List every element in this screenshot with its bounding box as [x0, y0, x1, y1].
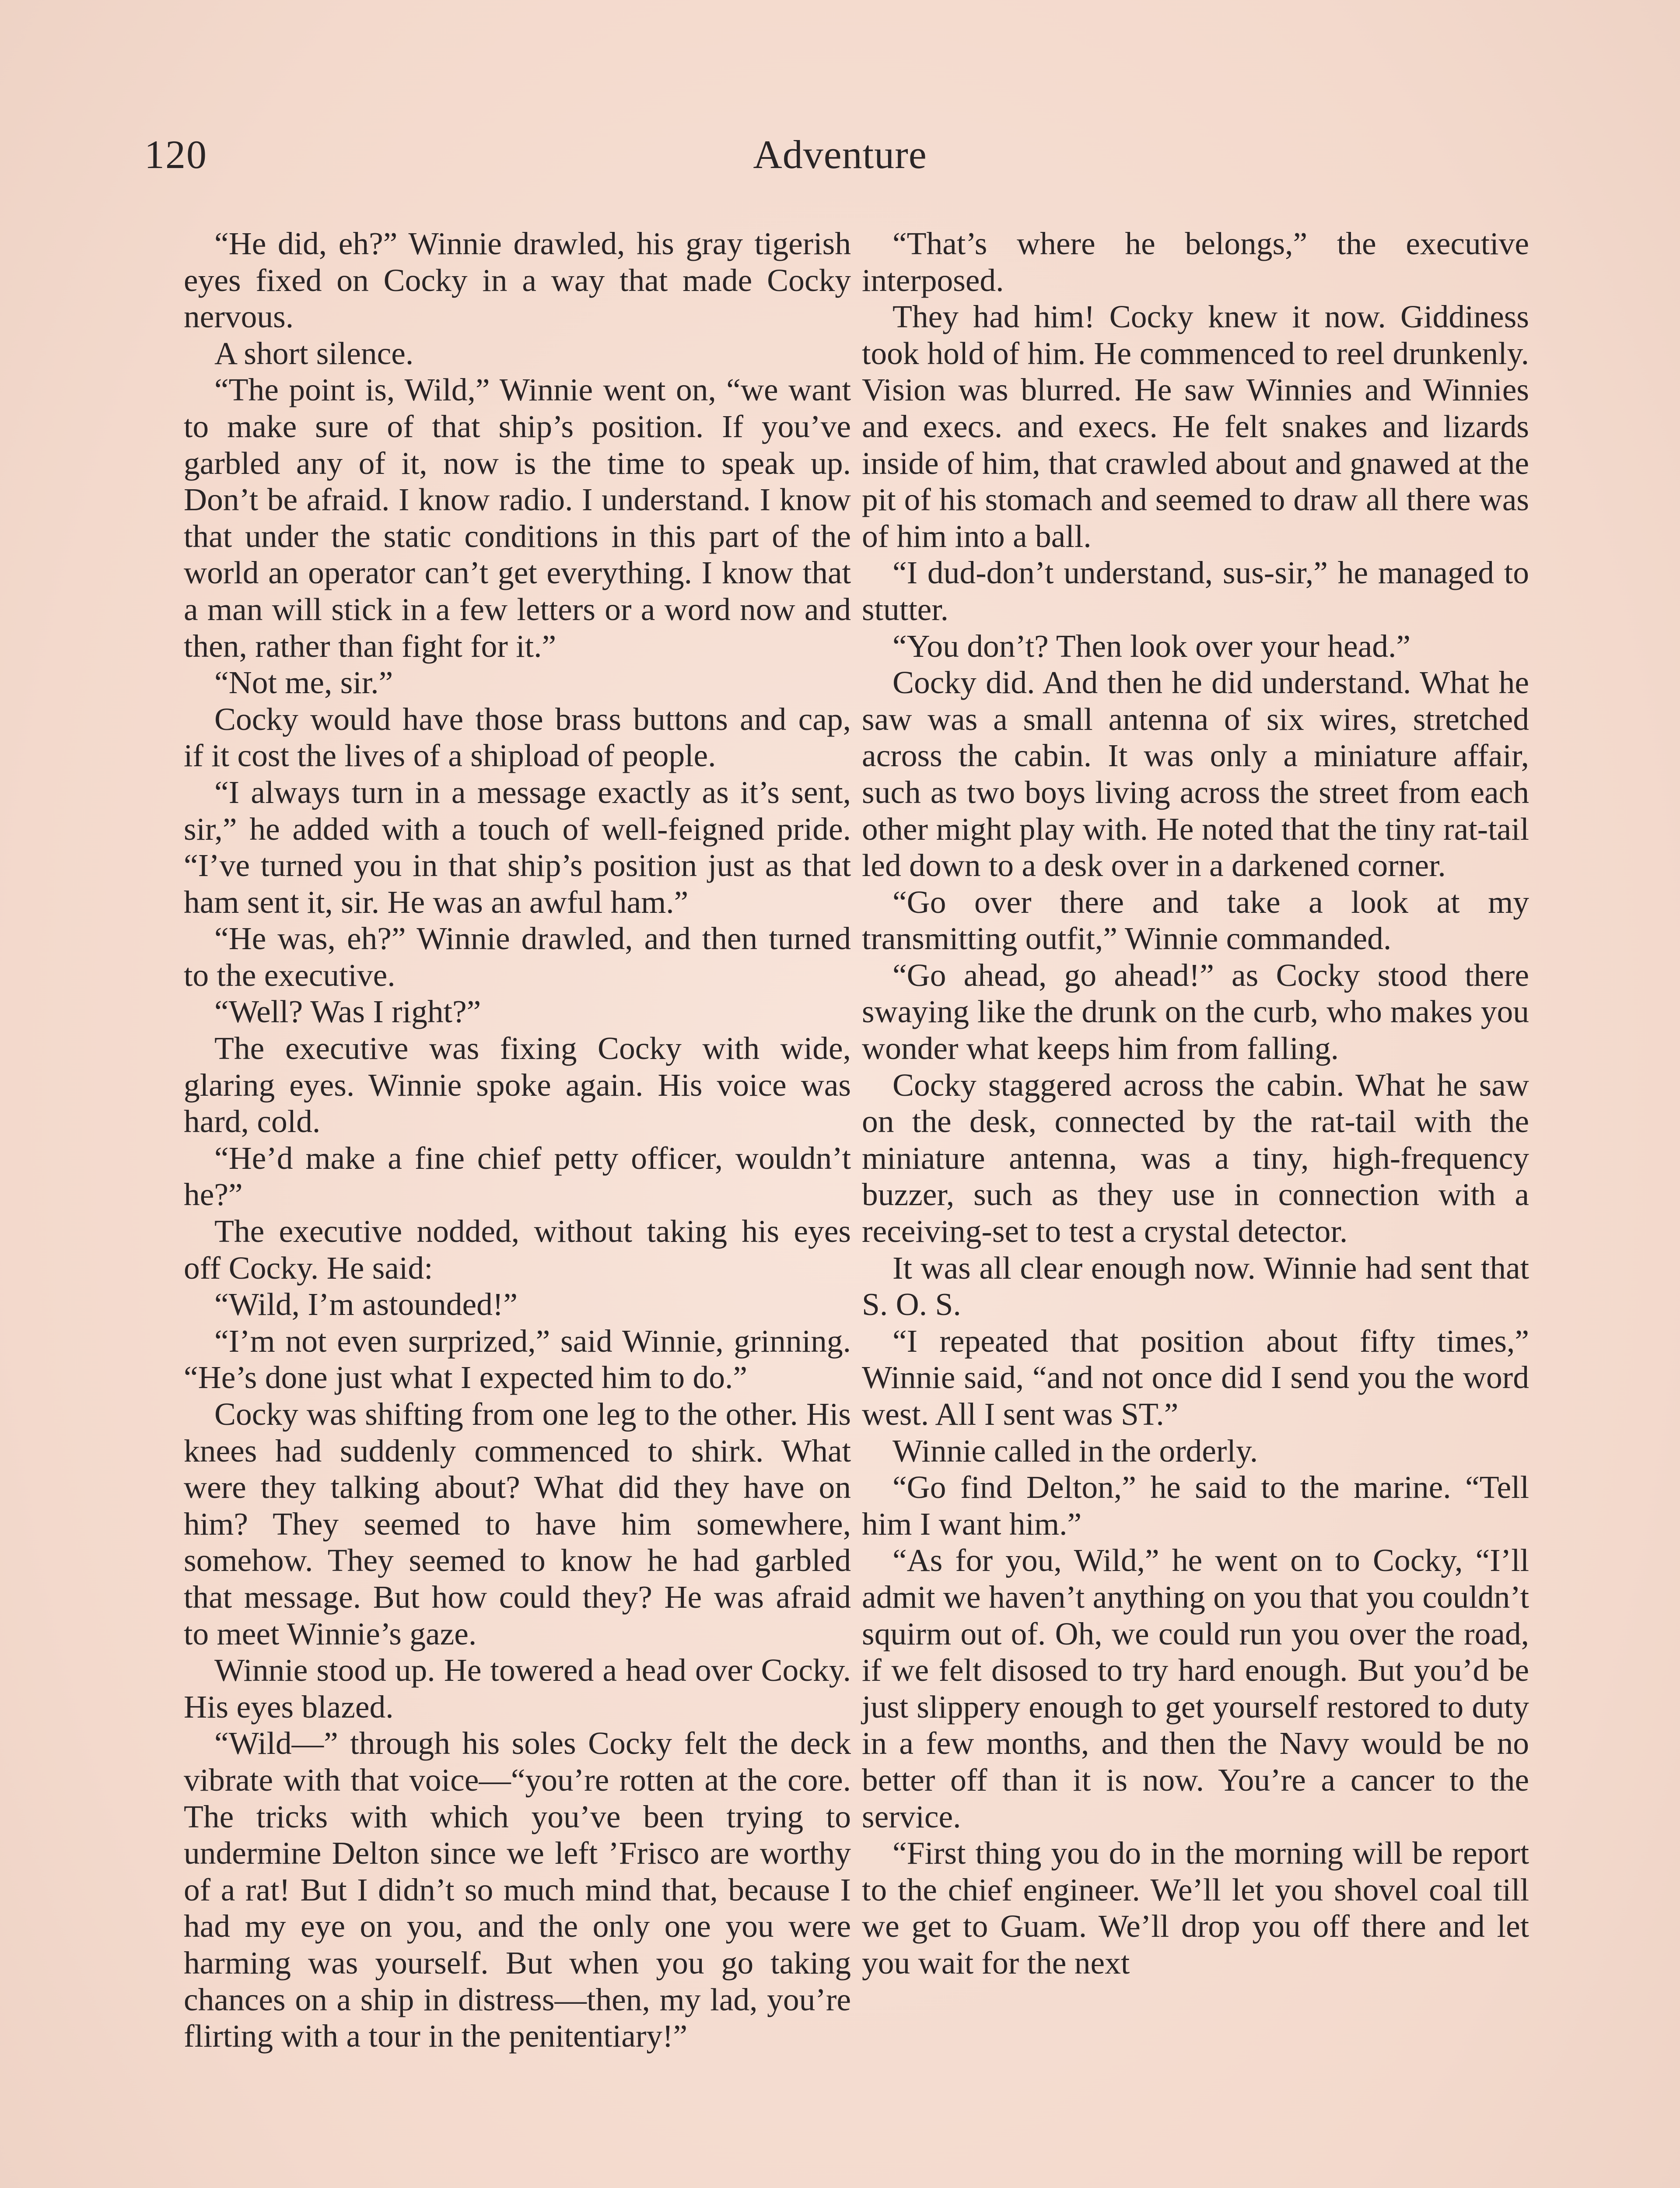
paragraph: They had him! Cocky knew it now. Giddiness took hold of him. He commenced to reel drunkenly. Vision was blurred. He saw Winnies and Winnies and execs. and execs. He felt snakes and lizards inside of him, that crawled about and gnawed at the pit of his stomach and seemed to draw all there was of him into a ball.	[862, 299, 1529, 554]
paragraph: Winnie stood up. He towered a head over Cocky. His eyes blazed.	[184, 1652, 851, 1725]
paragraph: “I always turn in a message exactly as it’s sent, sir,” he added with a touch of well-feigned pride. “I’ve turned you in that ship’s position just as that ham sent it, sir. He was an awful ham.”	[184, 774, 851, 920]
page-header	[144, 127, 1536, 188]
left-text-column	[184, 225, 851, 2055]
paragraph: “That’s where he belongs,” the executive interposed.	[862, 226, 1529, 298]
paragraph: “First thing you do in the morning will be report to the chief engineer. We’ll let you shovel coal till we get to Guam. We’ll drop you off there and let you wait for the next	[862, 1835, 1529, 1981]
right-text-column	[862, 225, 1529, 1981]
paragraph: Cocky was shifting from one leg to the other. His knees had suddenly commenced to shirk. What were they talking about? What did they have on him? They seemed to have him somewhere, somehow. They seemed to know he had garbled that message. But how could they? He was afraid to meet Winnie’s gaze.	[184, 1396, 851, 1652]
paragraph: “Not me, sir.”	[214, 665, 393, 701]
paragraph: Cocky staggered across the cabin. What he saw on the desk, connected by the rat-tail with the miniature antenna, was a tiny, high-frequency buzzer, such as they use in connection with a receiving-set to test a crystal detector.	[862, 1067, 1529, 1249]
paragraph: “Well? Was I right?”	[214, 994, 481, 1030]
paragraph: “As for you, Wild,” he went on to Cocky, “I’ll admit we haven’t anything on you that you couldn’t squirm out of. Oh, we could run you over the road, if we felt disosed to try hard enough. But you’d be just slippery enough to get yourself restored to duty in a few months, and then the Navy would be no better off than it is now. You’re a cancer to the service.	[862, 1543, 1529, 1834]
paragraph: “Go find Delton,” he said to the marine. “Tell him I want him.”	[862, 1469, 1529, 1542]
paragraph: “He was, eh?” Winnie drawled, and then turned to the executive.	[184, 921, 851, 993]
paragraph: The executive was fixing Cocky with wide, glaring eyes. Winnie spoke again. His voice was hard, cold.	[184, 1031, 851, 1140]
paragraph: “You don’t? Then look over your head.”	[892, 628, 1410, 664]
paragraph: “The point is, Wild,” Winnie went on, “we want to make sure of that ship’s position. If you’ve garbled any of it, now is the time to speak up. Don’t be afraid. I know radio. I understand. I know that under the static conditions in this part of the world an operator can’t get everything. I know that a man will stick in a few letters or a word now and then, rather than fight for it.”	[184, 372, 851, 664]
running-title: Adventure	[753, 132, 927, 177]
paragraph: “He’d make a fine chief petty officer, wouldn’t he?”	[184, 1140, 851, 1213]
paragraph: Winnie called in the orderly.	[892, 1433, 1258, 1469]
paragraph: “Wild—” through his soles Cocky felt the deck vibrate with that voice—“you’re rotten at the core. The tricks with which you’ve been trying to undermine Delton since we left ’Frisco are worthy of a rat! But I didn’t so much mind that, because I had my eye on you, and the only one you were harming was yourself. But when you go taking chances on a ship in distress—then, my lad, you’re flirting with a tour in the penitentiary!”	[184, 1725, 851, 2054]
page-number: 120	[144, 132, 207, 177]
paragraph: “Go over there and take a look at my transmitting outfit,” Winnie commanded.	[862, 884, 1529, 957]
paragraph: The executive nodded, without taking his eyes off Cocky. He said:	[184, 1213, 851, 1286]
paragraph: Cocky did. And then he did understand. What he saw was a small antenna of six wires, stretched across the cabin. It was only a miniature affair, such as two boys living across the street from each other might play with. He noted that the tiny rat-tail led down to a desk over in a darkened corner.	[862, 665, 1529, 884]
paragraph: “Wild, I’m astounded!”	[214, 1287, 518, 1322]
paragraph: “He did, eh?” Winnie drawled, his gray tigerish eyes fixed on Cocky in a way that made Cocky nervous.	[184, 226, 851, 335]
paragraph: “Go ahead, go ahead!” as Cocky stood there swaying like the drunk on the curb, who makes you wonder what keeps him from falling.	[862, 957, 1529, 1066]
paragraph: “I repeated that position about fifty times,” Winnie said, “and not once did I send you the word west. All I sent was ST.”	[862, 1323, 1529, 1432]
paragraph: “I’m not even surprized,” said Winnie, grinning. “He’s done just what I expected him to do.”	[184, 1323, 851, 1396]
paragraph: Cocky would have those brass buttons and cap, if it cost the lives of a shipload of people.	[184, 701, 851, 774]
paragraph: It was all clear enough now. Winnie had sent that S. O. S.	[862, 1250, 1529, 1322]
paragraph: “I dud-don’t understand, sus-sir,” he managed to stutter.	[862, 555, 1529, 627]
paragraph: A short silence.	[214, 335, 414, 371]
